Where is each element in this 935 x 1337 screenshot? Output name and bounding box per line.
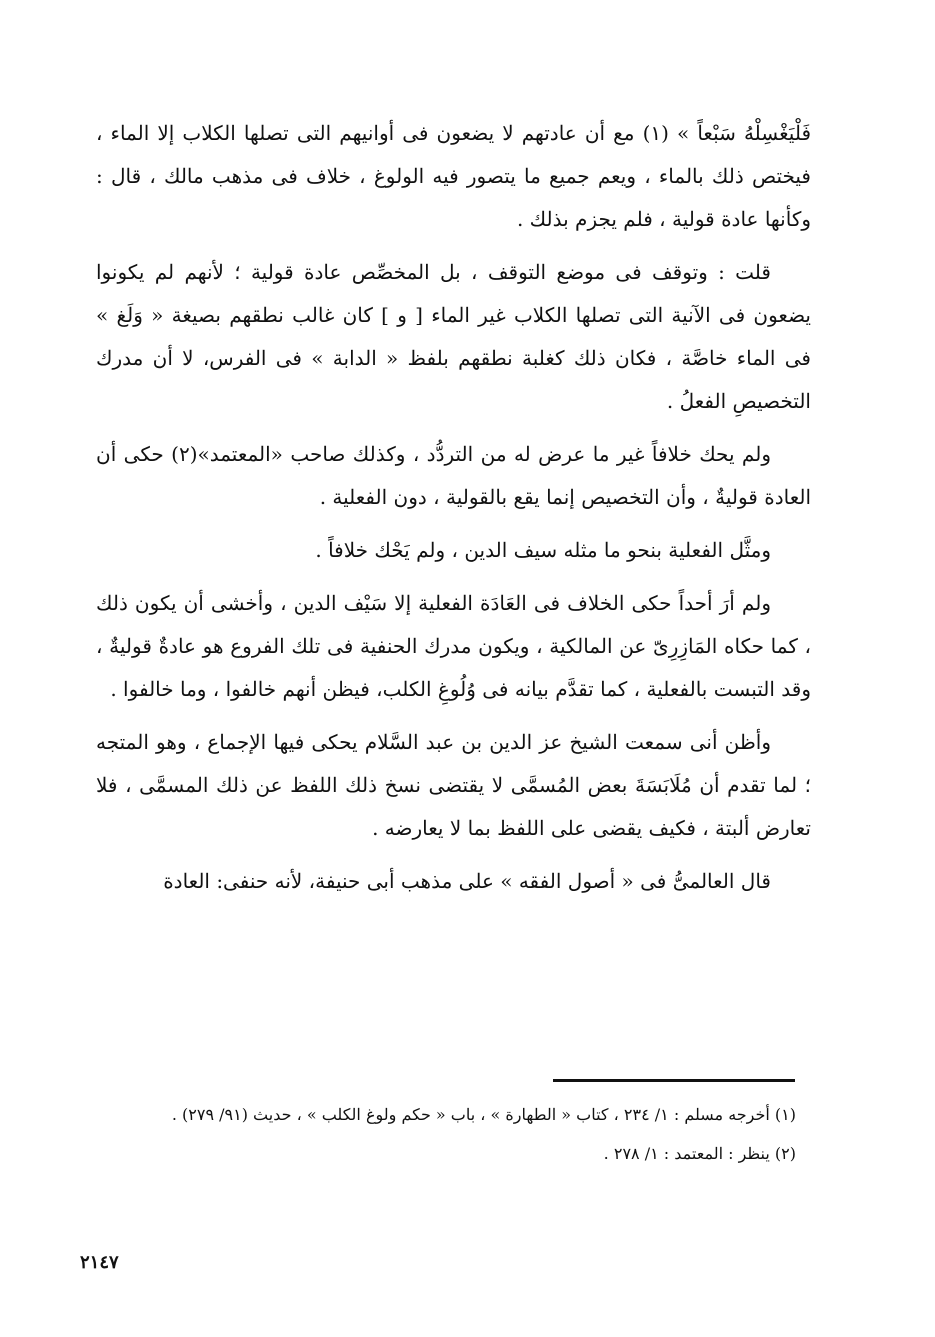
paragraph-4: ومثَّل الفعلية بنحو ما مثله سيف الدين ، ولم يَحْك خلافاً . xyxy=(315,538,771,562)
paragraph-6: وأظن أنى سمعت الشيخ عز الدين بن عبد السَّلام يحكى فيها الإجماع ، وهو المتجه ؛ لما تقدم أن مُلَابَسَةَ بعض المُسمَّى لا يقتضى نسخ ذلك اللفظ عن ذلك المسمَّى ، فلا تعارض ألبتة ، فكيف يقضى على اللفظ بما لا يعارضه . xyxy=(96,730,811,840)
footnote-2: (٢) ينظر : المعتمد : ١/ ٢٧٨ . xyxy=(603,1144,796,1163)
footnote-separator xyxy=(553,1079,795,1082)
paragraph-2: قلت : وتوقف فى موضع التوقف ، بل المخصِّص عادة قولية ؛ لأنهم لم يكونوا يضعون فى الآنية التى تصلها الكلاب غير الماء [ و ] كان غالب نطقهم بصيغة « وَلَغ » فى الماء خاصَّة ، فكان ذلك كغلبة نطقهم بلفظ « الدابة » فى الفرس، لا أن مدرك التخصيصِ الفعلُ . xyxy=(96,260,811,413)
footnotes xyxy=(96,1098,796,1176)
paragraph-1: فَلْيَغْسِلْهُ سَبْعاً » (١) مع أن عادتهم لا يضعون فى أوانيهم التى تصلها الكلاب إلا الماء ، فيختص ذلك بالماء ، ويعم جميع ما يتصور فيه الولوغ ، خلاف فى مذهب مالك ، قال : وكأنها عادة قولية ، فلم يجزم بذلك . xyxy=(96,121,812,231)
page-number: ٢١٤٧ xyxy=(80,1252,119,1273)
paragraph-5: ولم أرَ أحداً حكى الخلاف فى العَادَة الفعلية إلا سَيْف الدين ، وأخشى أن يكون ذلك ، كما حكاه المَازِرِىّ عن المالكية ، ويكون مدرك الحنفية فى تلك الفروع هو عادةٌ قوليةٌ ، وقد التبست بالفعلية ، كما تقدَّم بيانه فى وُلُوغِ الكلب، فيظن أنهم خالفوا ، وما خالفوا . xyxy=(96,591,811,701)
paragraph-3: ولم يحك خلافاً غير ما عرض له من التردُّد ، وكذلك صاحب «المعتمد»(٢) حكى أن العادة قوليةٌ ، وأن التخصيص إنما يقع بالقولية ، دون الفعلية . xyxy=(96,442,811,509)
main-text xyxy=(96,112,811,913)
footnote-1: (١) أخرجه مسلم : ١/ ٢٣٤ ، كتاب « الطهارة » ، باب « حكم ولوغ الكلب » ، حديث (٩١/ ٢٧٩) . xyxy=(171,1105,796,1124)
paragraph-7: قال العالمىُّ فى « أصول الفقه » على مذهب أبى حنيفة، لأنه حنفى: العادة xyxy=(163,869,771,893)
